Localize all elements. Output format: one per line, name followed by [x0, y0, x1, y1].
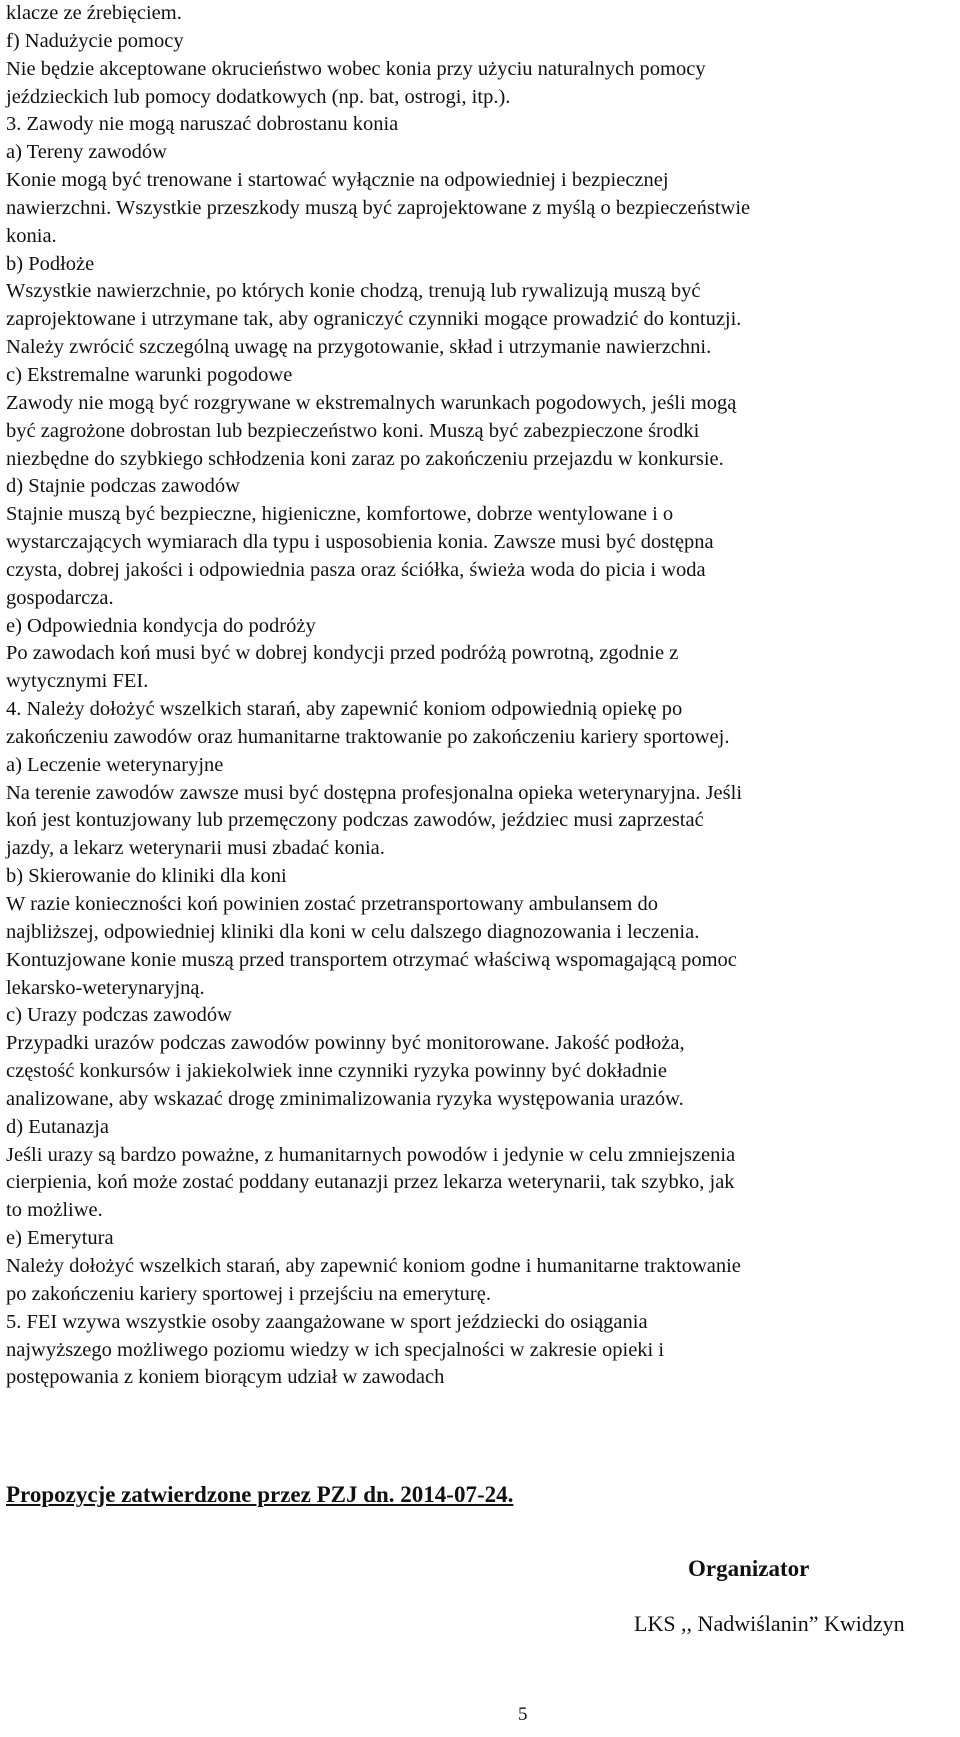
text-line: Kontuzjowane konie muszą przed transportem otrzymać właściwą wspomagającą pomoc [6, 948, 737, 971]
text-line: 4. Należy dołożyć wszelkich starań, aby zapewnić koniom odpowiednią opiekę po [6, 698, 683, 721]
text-line: c) Urazy podczas zawodów [6, 1004, 232, 1027]
text-line: 3. Zawody nie mogą naruszać dobrostanu konia [6, 113, 399, 136]
text-line: Należy dołożyć wszelkich starań, aby zapewnić koniom godne i humanitarne traktowanie [6, 1254, 741, 1277]
text-line: lekarsko-weterynaryjną. [6, 976, 205, 999]
text-line: wystarczających wymiarach dla typu i usposobienia konia. Zawsze musi być dostępna [6, 531, 714, 554]
text-line: Przypadki urazów podczas zawodów powinny być monitorowane. Jakość podłoża, [6, 1032, 685, 1055]
text-line: a) Tereny zawodów [6, 141, 167, 164]
text-line: Należy zwrócić szczególną uwagę na przygotowanie, skład i utrzymanie nawierzchni. [6, 336, 712, 359]
text-line: postępowania z koniem biorącym udział w zawodach [6, 1366, 445, 1389]
organizer-name: LKS ,, Nadwiślanin” Kwidzyn [634, 1611, 905, 1636]
text-line: zakończeniu zawodów oraz humanitarne traktowanie po zakończeniu kariery sportowej. [6, 725, 730, 748]
organizer-label: Organizator [688, 1556, 810, 1581]
text-line: koń jest kontuzjowany lub przemęczony podczas zawodów, jeździec musi zaprzestać [6, 809, 704, 832]
text-line: Jeśli urazy są bardzo poważne, z humanitarnych powodów i jedynie w celu zmniejszenia [6, 1143, 736, 1166]
text-line: Na terenie zawodów zawsze musi być dostępna profesjonalna opieka weterynaryjna. Jeśli [6, 781, 743, 804]
text-line: 5. FEI wzywa wszystkie osoby zaangażowane w sport jeździecki do osiągania [6, 1310, 648, 1333]
text-line: częstość konkursów i jakiekolwiek inne czynniki ryzyka powinny być dokładnie [6, 1060, 667, 1083]
text-line: f) Nadużycie pomocy [6, 29, 184, 52]
text-line: e) Emerytura [6, 1227, 114, 1250]
text-line: W razie konieczności koń powinien zostać przetransportowany ambulansem do [6, 893, 658, 915]
text-line: jeździeckich lub pomocy dodatkowych (np. bat, ostrogi, itp.). [6, 85, 511, 108]
text-line: Nie będzie akceptowane okrucieństwo wobec konia przy użyciu naturalnych pomocy [6, 57, 706, 80]
text-line: czysta, dobrej jakości i odpowiednia pasza oraz ściółka, świeża woda do picia i woda [6, 558, 706, 581]
text-line: cierpienia, koń może zostać poddany eutanazji przez lekarza weterynarii, tak szybko, jak [6, 1171, 735, 1194]
text-line: Konie mogą być trenowane i startować wyłącznie na odpowiedniej i bezpiecznej [6, 169, 669, 192]
text-line: Po zawodach koń musi być w dobrej kondycji przed podróżą powrotną, zgodnie z [6, 642, 679, 665]
text-line: Wszystkie nawierzchnie, po których konie chodzą, trenują lub rywalizują muszą być [6, 280, 701, 303]
text-line: c) Ekstremalne warunki pogodowe [6, 363, 293, 386]
text-line: konia. [6, 224, 57, 247]
text-line: to możliwe. [6, 1199, 103, 1222]
text-line: e) Odpowiednia kondycja do podróży [6, 614, 316, 637]
page-number: 5 [518, 1704, 528, 1725]
text-line: wytycznymi FEI. [6, 670, 149, 693]
text-line: najbliższej, odpowiedniej kliniki dla koni w celu dalszego diagnozowania i leczenia. [6, 920, 700, 943]
document-body-text [6, 0, 946, 1392]
text-line: b) Skierowanie do kliniki dla koni [6, 865, 287, 888]
text-line: gospodarcza. [6, 586, 114, 609]
text-line: klacze ze źrebięciem. [6, 2, 182, 24]
approval-statement: Propozycje zatwierdzone przez PZJ dn. 2014-07-24. [6, 1482, 514, 1507]
text-line: Stajnie muszą być bezpieczne, higieniczne, komfortowe, dobrze wentylowane i o [6, 503, 674, 526]
text-line: po zakończeniu kariery sportowej i przejściu na emeryturę. [6, 1282, 491, 1305]
text-line: a) Leczenie weterynaryjne [6, 753, 224, 776]
text-line: zaprojektowane i utrzymane tak, aby ograniczyć czynniki mogące prowadzić do kontuzji. [6, 308, 742, 331]
text-line: d) Stajnie podczas zawodów [6, 475, 240, 498]
text-line: b) Podłoże [6, 252, 95, 275]
text-line: niezbędne do szybkiego schłodzenia koni zaraz po zakończeniu przejazdu w konkursie. [6, 447, 724, 470]
text-line: analizowane, aby wskazać drogę zminimalizowania ryzyka występowania urazów. [6, 1087, 684, 1110]
text-line: nawierzchni. Wszystkie przeszkody muszą być zaprojektowane z myślą o bezpieczeństwie [6, 196, 751, 219]
text-line: d) Eutanazja [6, 1115, 110, 1138]
text-line: Zawody nie mogą być rozgrywane w ekstremalnych warunkach pogodowych, jeśli mogą [6, 391, 737, 414]
text-line: być zagrożone dobrostan lub bezpieczeństwo koni. Muszą być zabezpieczone środki [6, 419, 700, 442]
text-line: najwyższego możliwego poziomu wiedzy w ich specjalności w zakresie opieki i [6, 1338, 665, 1361]
text-line: jazdy, a lekarz weterynarii musi zbadać konia. [6, 837, 385, 860]
